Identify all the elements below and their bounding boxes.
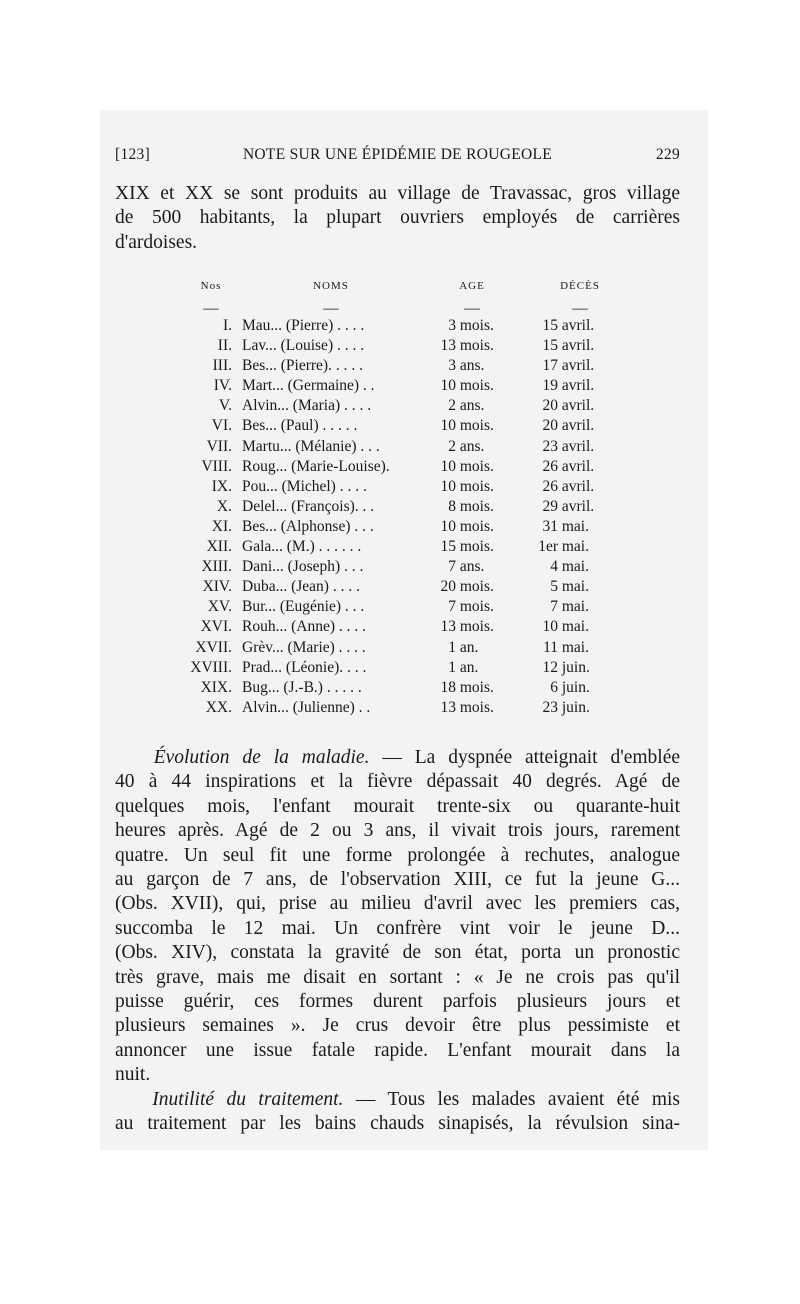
row-age — [430, 537, 510, 557]
row-number: VI. — [211, 417, 232, 435]
col-header-names: NOMS — [313, 280, 349, 292]
age-value: 18 — [440, 678, 456, 696]
death-day: 12 — [542, 658, 558, 676]
death-day: 31 — [542, 517, 558, 535]
row-age — [430, 376, 510, 396]
death-month: avril. — [561, 317, 595, 334]
age-value: 7 — [448, 598, 456, 616]
text-line: plusieurs semaines ». Je crus devoir être plus pessimiste et — [115, 1015, 680, 1037]
age-value: 7 — [448, 558, 456, 576]
row-name: Bes... (Paul) . . . . . — [242, 417, 358, 435]
death-month: avril. — [561, 497, 595, 515]
table-row — [180, 638, 640, 658]
intro-paragraph — [115, 182, 680, 255]
row-number: XI. — [211, 517, 232, 535]
row-name: Mau... (Pierre) . . . . — [242, 317, 365, 334]
death-day: 23 — [542, 437, 558, 455]
row-number: III. — [212, 357, 232, 375]
text-line: au traitement par les bains chauds sinapisés, la révulsion sina- — [115, 1113, 680, 1135]
table-row — [180, 497, 640, 517]
row-name: Duba... (Jean) . . . . — [242, 578, 360, 596]
row-age — [430, 517, 510, 537]
death-day: 26 — [542, 477, 558, 495]
age-value: 1 — [448, 658, 456, 676]
col-header-number: Nos — [200, 280, 222, 292]
text-line: succomba le 12 mai. Un confrère vint voir le jeune D... — [115, 917, 680, 939]
death-day: 26 — [542, 457, 558, 475]
death-month: avril. — [561, 397, 595, 415]
row-name: Delel... (François). . . — [242, 497, 375, 515]
table-row — [180, 376, 640, 396]
row-name: Rouh... (Anne) . . . . — [242, 618, 366, 636]
row-death-date — [530, 597, 622, 617]
death-month: avril. — [561, 457, 595, 475]
row-name: Prad... (Léonie). . . . — [242, 658, 367, 676]
row-number: X. — [216, 497, 232, 515]
row-name: Gala... (M.) . . . . . . — [242, 538, 362, 556]
age-unit: mois. — [459, 377, 494, 395]
table-row — [180, 396, 640, 416]
death-month: mai. — [561, 517, 589, 535]
table-row — [180, 557, 640, 577]
death-month: avril. — [561, 477, 595, 495]
age-unit: mois. — [459, 337, 494, 355]
row-death-date — [530, 437, 622, 457]
header-dashes — [180, 300, 640, 316]
death-day: 1er — [538, 538, 558, 556]
text-line: (Obs. XIV), constata la gravité de son état, porta un pronostic — [115, 942, 680, 964]
row-death-date — [530, 617, 622, 637]
row-death-date — [530, 678, 622, 698]
section-title-evolution: Évolution de la maladie. — [153, 747, 370, 768]
text-line: quatre. Un seul fit une forme prolongée à rechutes, analogue — [115, 844, 680, 866]
age-value: 15 — [440, 538, 456, 556]
death-day: 20 — [542, 397, 558, 415]
death-month: juin. — [561, 678, 590, 696]
page-number: 229 — [655, 146, 680, 163]
row-death-date — [530, 557, 622, 577]
death-day: 4 — [550, 558, 558, 576]
age-unit: mois. — [459, 477, 494, 495]
age-unit: mois. — [459, 497, 494, 515]
row-death-date — [530, 638, 622, 658]
death-day: 15 — [542, 337, 558, 355]
row-number: XVII. — [195, 638, 232, 656]
age-value: 13 — [440, 698, 456, 716]
age-unit: ans. — [459, 357, 485, 375]
row-name: Bur... (Eugénie) . . . — [242, 598, 365, 616]
row-name: Alvin... (Julienne) . . — [242, 698, 371, 716]
dash: — — [464, 300, 480, 317]
row-death-date — [530, 356, 622, 376]
running-header — [115, 146, 680, 166]
text-run: — Tous les malades avaient été mis — [343, 1089, 681, 1110]
row-age — [430, 336, 510, 356]
row-age — [430, 437, 510, 457]
age-value: 13 — [440, 337, 456, 355]
age-value: 20 — [440, 578, 456, 596]
row-age — [430, 316, 510, 336]
row-number: VII. — [206, 437, 232, 455]
table-row — [180, 416, 640, 436]
age-unit: mois. — [459, 457, 494, 475]
row-death-date — [530, 457, 622, 477]
row-death-date — [530, 316, 622, 336]
age-unit: mois. — [459, 678, 494, 696]
age-unit: an. — [459, 638, 479, 656]
death-month: avril. — [561, 337, 595, 355]
death-day: 23 — [542, 698, 558, 716]
table-row — [180, 617, 640, 637]
dash: — — [572, 300, 588, 317]
age-unit: mois. — [459, 517, 494, 535]
death-day: 19 — [542, 377, 558, 395]
row-death-date — [530, 698, 622, 718]
table-row — [180, 457, 640, 477]
row-age — [430, 457, 510, 477]
death-day: 17 — [542, 357, 558, 375]
table-body — [180, 316, 640, 718]
section-title-traitement: Inutilité du traitement. — [152, 1089, 344, 1110]
table-row — [180, 678, 640, 698]
text-run: — La dyspnée atteignait d'emblée — [369, 747, 681, 768]
death-day: 15 — [542, 317, 558, 334]
row-number: V. — [218, 397, 232, 415]
row-age — [430, 477, 510, 497]
row-age — [430, 416, 510, 436]
deaths-table — [180, 280, 640, 718]
row-name: Bes... (Pierre). . . . . — [242, 357, 363, 375]
text-line: puisse guérir, ces formes durent parfois plusieurs jours et — [115, 991, 680, 1013]
row-number: VIII. — [201, 457, 232, 475]
text-line: au garçon de 7 ans, de l'observation XIII, ce fut la jeune G... — [115, 869, 680, 891]
age-unit: mois. — [459, 578, 494, 596]
age-unit: mois. — [459, 317, 494, 334]
death-day: 7 — [550, 598, 558, 616]
age-unit: mois. — [459, 618, 494, 636]
age-unit: ans. — [459, 437, 485, 455]
row-age — [430, 678, 510, 698]
row-name: Alvin... (Maria) . . . . — [242, 397, 372, 415]
age-value: 10 — [440, 477, 456, 495]
row-age — [430, 597, 510, 617]
row-death-date — [530, 336, 622, 356]
age-value: 3 — [448, 357, 456, 375]
death-month: avril. — [561, 357, 595, 375]
row-age — [430, 396, 510, 416]
age-unit: ans. — [459, 558, 485, 576]
table-row — [180, 537, 640, 557]
row-number: XII. — [206, 538, 232, 556]
age-unit: mois. — [459, 698, 494, 716]
death-month: avril. — [561, 437, 595, 455]
row-age — [430, 557, 510, 577]
row-name: Lav... (Louise) . . . . — [242, 337, 365, 355]
row-death-date — [530, 376, 622, 396]
death-day: 5 — [550, 578, 558, 596]
text-line: XIX et XX se sont produits au village de Travassac, gros village — [115, 183, 680, 204]
death-month: mai. — [561, 558, 589, 576]
row-name: Grèv... (Marie) . . . . — [242, 638, 366, 656]
age-value: 10 — [440, 377, 456, 395]
row-name: Bes... (Alphonse) . . . — [242, 517, 374, 535]
age-unit: ans. — [459, 397, 485, 415]
text-line: très grave, mais me disait en sortant : « Je ne crois pas qu'il — [115, 966, 680, 988]
age-unit: mois. — [459, 417, 494, 435]
table-row — [180, 356, 640, 376]
row-death-date — [530, 577, 622, 597]
text-line: 40 à 44 inspirations et la fièvre dépassait 40 degrés. Agé de — [115, 771, 680, 793]
text-line: d'ardoises. — [115, 231, 198, 253]
table-row — [180, 597, 640, 617]
row-number: XVIII. — [190, 658, 232, 676]
row-death-date — [530, 477, 622, 497]
table-row — [180, 658, 640, 678]
age-value: 1 — [448, 638, 456, 656]
col-header-age: AGE — [459, 280, 485, 292]
row-age — [430, 577, 510, 597]
row-number: I. — [222, 317, 232, 334]
age-value: 13 — [440, 618, 456, 636]
row-name: Dani... (Joseph) . . . — [242, 558, 364, 576]
death-month: mai. — [561, 638, 589, 656]
death-month: mai. — [561, 578, 589, 596]
row-number: IV. — [213, 377, 232, 395]
table-header — [180, 280, 640, 300]
death-day: 20 — [542, 417, 558, 435]
death-month: juin. — [561, 658, 590, 676]
table-row — [180, 437, 640, 457]
text-line: heures après. Agé de 2 ou 3 ans, il vivait trois jours, rarement — [115, 820, 680, 842]
table-row — [180, 336, 640, 356]
row-death-date — [530, 658, 622, 678]
age-unit: mois. — [459, 598, 494, 616]
text-line: annoncer une issue fatale rapide. L'enfant mourait dans la — [115, 1039, 680, 1061]
death-month: juin. — [561, 698, 590, 716]
death-month: mai. — [561, 618, 589, 636]
header-title: NOTE SUR UNE ÉPIDÉMIE DE ROUGEOLE — [242, 146, 553, 163]
row-death-date — [530, 416, 622, 436]
death-day: 29 — [542, 497, 558, 515]
row-death-date — [530, 497, 622, 517]
row-death-date — [530, 537, 622, 557]
table-row — [180, 517, 640, 537]
row-age — [430, 698, 510, 718]
row-name: Mart... (Germaine) . . — [242, 377, 375, 395]
row-number: XV. — [207, 598, 232, 616]
row-age — [430, 356, 510, 376]
row-age — [430, 638, 510, 658]
age-value: 8 — [448, 497, 456, 515]
death-day: 10 — [542, 618, 558, 636]
age-unit: mois. — [459, 538, 494, 556]
row-age — [430, 617, 510, 637]
row-number: XX. — [205, 698, 232, 716]
row-number: XVI. — [200, 618, 232, 636]
table-row — [180, 577, 640, 597]
death-day: 11 — [543, 638, 558, 656]
age-unit: an. — [459, 658, 479, 676]
age-value: 10 — [440, 417, 456, 435]
col-header-deaths: DÉCÈS — [560, 280, 600, 292]
age-value: 10 — [440, 457, 456, 475]
row-number: XIX. — [200, 678, 232, 696]
row-death-date — [530, 517, 622, 537]
text-line: quelques mois, l'enfant mourait trente-six ou quarante-huit — [115, 795, 680, 817]
death-month: mai. — [561, 598, 589, 616]
table-row — [180, 698, 640, 718]
death-month: avril. — [561, 417, 595, 435]
age-value: 2 — [448, 397, 456, 415]
traitement-paragraph — [115, 1088, 680, 1137]
evolution-paragraph — [115, 746, 680, 1088]
text-line: de 500 habitants, la plupart ouvriers employés de carrières — [115, 207, 680, 229]
table-row — [180, 316, 640, 336]
death-month: mai. — [561, 538, 589, 556]
header-reference: [123] — [115, 146, 151, 163]
row-name: Bug... (J.-B.) . . . . . — [242, 678, 362, 696]
row-age — [430, 497, 510, 517]
age-value: 2 — [448, 437, 456, 455]
row-age — [430, 658, 510, 678]
text-line — [115, 746, 680, 770]
text-line: nuit. — [115, 1064, 151, 1086]
death-month: avril. — [561, 377, 595, 395]
text-line: (Obs. XVII), qui, prise au milieu d'avril avec les premiers cas, — [115, 893, 680, 915]
row-number: XIV. — [202, 578, 232, 596]
row-number: XIII. — [201, 558, 232, 576]
row-death-date — [530, 396, 622, 416]
text-line — [115, 1088, 680, 1112]
dash: — — [203, 300, 219, 317]
death-day: 6 — [550, 678, 558, 696]
row-name: Roug... (Marie-Louise). — [242, 457, 390, 475]
row-name: Pou... (Michel) . . . . — [242, 477, 367, 495]
age-value: 3 — [448, 317, 456, 334]
row-name: Martu... (Mélanie) . . . — [242, 437, 380, 455]
dash: — — [323, 300, 339, 317]
row-number: II. — [217, 337, 232, 355]
age-value: 10 — [440, 517, 456, 535]
row-number: IX. — [211, 477, 232, 495]
table-row — [180, 477, 640, 497]
